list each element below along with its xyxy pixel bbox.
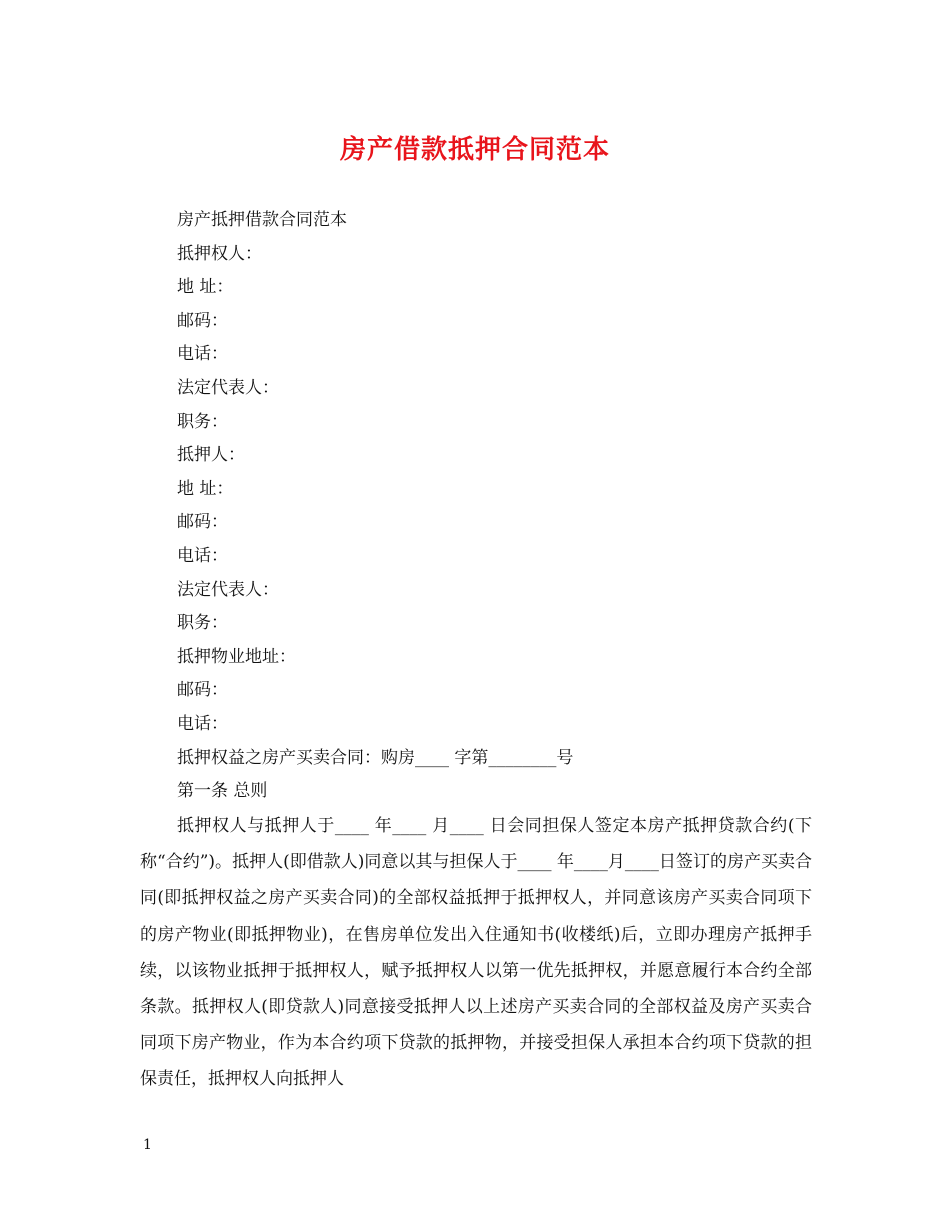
mortgagee-line: 抵押权人： <box>177 243 262 264</box>
document-title: 房产借款抵押合同范本 <box>339 135 610 165</box>
purchase-contract-line: 抵押权益之房产买卖合同：购房____ 字第________号 <box>177 747 574 768</box>
mortgagee-postcode-line: 邮码： <box>177 310 228 331</box>
page-number: 1 <box>143 1137 152 1153</box>
mortgagor-position-line: 职务： <box>177 613 228 634</box>
mortgagor-postcode-line: 邮码： <box>177 512 228 533</box>
article-one-heading: 第一条 总则 <box>177 781 268 802</box>
mortgagee-position-line: 职务： <box>177 411 228 432</box>
mortgagor-address-line: 地 址： <box>177 478 234 499</box>
property-phone-line: 电话： <box>177 713 228 734</box>
mortgagee-legal-rep-line: 法定代表人： <box>177 377 279 398</box>
property-address-line: 抵押物业地址： <box>177 646 296 667</box>
subtitle-line: 房产抵押借款合同范本 <box>177 210 347 230</box>
mortgagor-line: 抵押人： <box>177 445 245 466</box>
property-postcode-line: 邮码： <box>177 680 228 701</box>
article-one-paragraph: 抵押权人与抵押人于____ 年____ 月____ 日会同担保人签定本房产抵押贷款合约(下称“合约”)。抵押人(即借款人)同意以其与担保人于____ 年____月____日签订的房产买卖合同(即抵押权益之房产买卖合同)的全部权益抵押于抵押权人，并同意该房产买卖合同项下的房产物业(即抵押物业)，在售房单位发出入住通知书(收楼纸)后，立即办理房产抵押手续，以该物业抵押于抵押权人，赋予抵押权人以第一优先抵押权，并愿意履行本合约全部条款。抵押权人(即贷款人)同意接受抵押人以上述房产买卖合同的全部权益及房产买卖合同项下房产物业，作为本合约项下贷款的抵押物，并接受担保人承担本合约项下贷款的担保责任，抵押权人向抵押人 <box>140 816 812 1090</box>
contract-header-fields <box>177 204 817 809</box>
mortgagee-address-line: 地 址： <box>177 277 234 298</box>
mortgagor-phone-line: 电话： <box>177 545 228 566</box>
mortgagee-phone-line: 电话： <box>177 344 228 365</box>
mortgagor-legal-rep-line: 法定代表人： <box>177 579 279 600</box>
